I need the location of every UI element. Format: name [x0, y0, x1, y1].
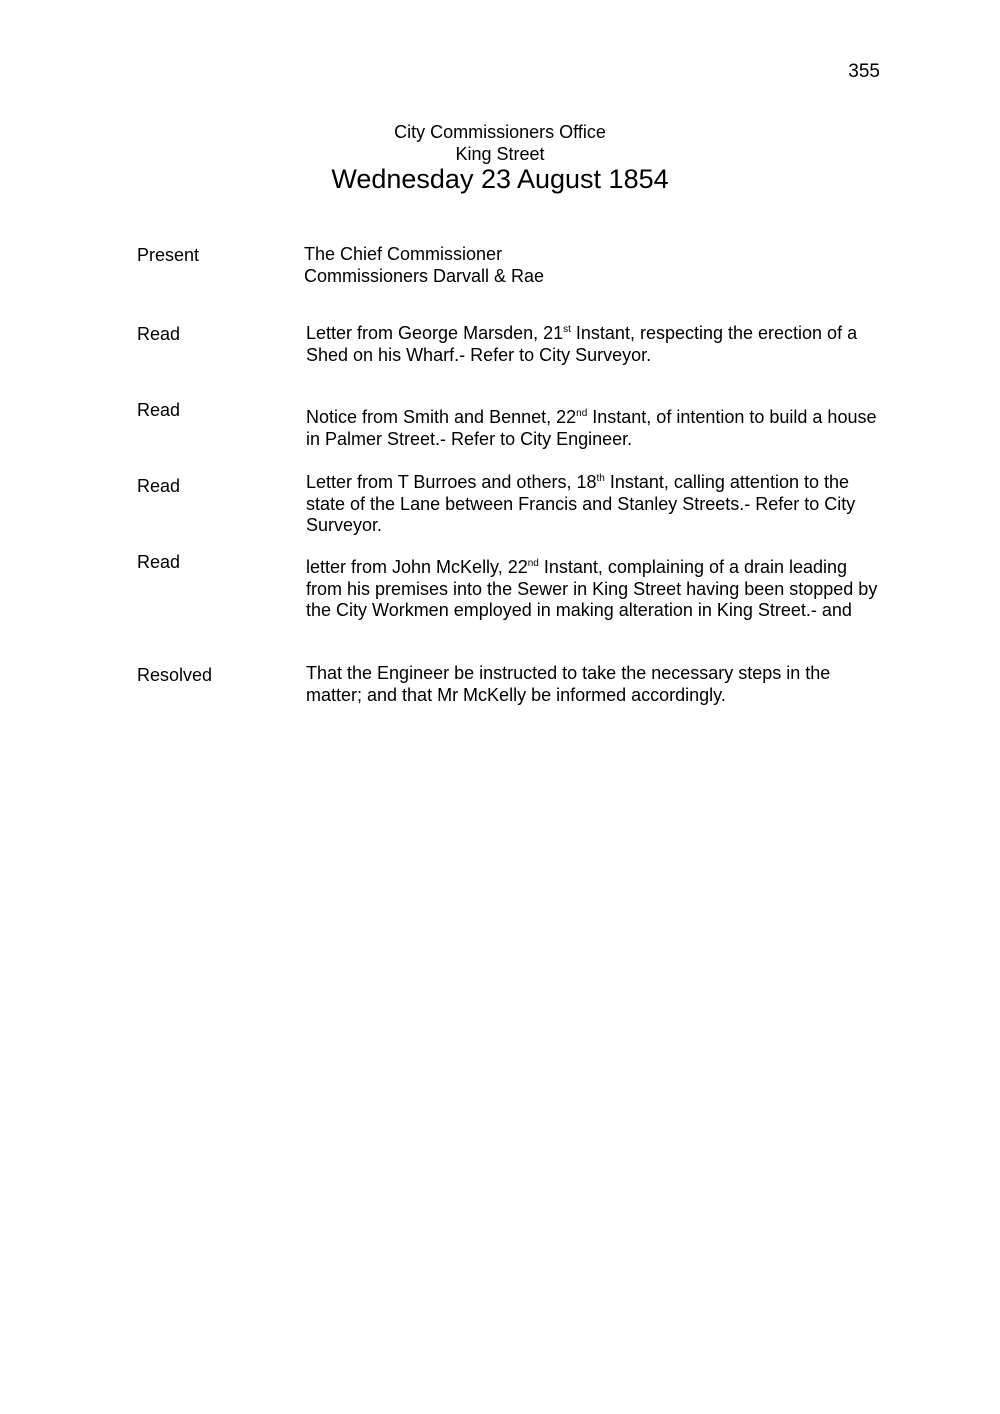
resolved-text: That the Engineer be instructed to take the necessary steps in the matter; and that Mr McKelly be informed accordingly. [306, 663, 831, 705]
office-street: King Street [455, 144, 545, 164]
entry-label: Read [137, 552, 181, 572]
entry-text [306, 323, 886, 366]
ordinal-suffix: nd [576, 408, 588, 419]
entry-label: Read [137, 476, 181, 496]
ordinal-suffix: st [563, 324, 571, 335]
entry-label: Read [137, 324, 181, 344]
entry-text-pre: Notice from Smith and Bennet, 22 [306, 407, 577, 427]
entry-text-post: Instant, calling attention to the state of the Lane between Francis and Stanley Streets.- Refer to City Surveyor. [306, 472, 856, 535]
entry-text-pre: Letter from T Burroes and others, 18 [306, 472, 597, 492]
entry-text [306, 407, 886, 450]
present-member: The Chief Commissioner [304, 244, 503, 264]
entry-text [306, 557, 886, 622]
ordinal-suffix: nd [527, 558, 539, 569]
resolved-label: Resolved [137, 665, 213, 685]
office-name: City Commissioners Office [394, 122, 606, 142]
entry-text-post: Instant, respecting the erection of a Shed on his Wharf.- Refer to City Surveyor. [306, 323, 858, 365]
present-label: Present [137, 245, 200, 265]
meeting-date: Wednesday 23 August 1854 [331, 164, 669, 194]
entry-label: Read [137, 400, 181, 420]
entry-text-post: Instant, of intention to build a house in Palmer Street.- Refer to City Engineer. [306, 407, 877, 449]
present-list [304, 244, 884, 287]
entry-text-post: Instant, complaining of a drain leading from his premises into the Sewer in King Street having been stopped by the City Workmen employed in making alteration in King Street.- and [306, 557, 878, 620]
entry-text [306, 472, 886, 537]
entry-text-pre: Letter from George Marsden, 21 [306, 323, 564, 343]
ordinal-suffix: th [596, 473, 605, 484]
entry-text-pre: letter from John McKelly, 22 [306, 557, 528, 577]
present-member: Commissioners Darvall & Rae [304, 265, 545, 286]
page-number: 355 [848, 61, 880, 82]
